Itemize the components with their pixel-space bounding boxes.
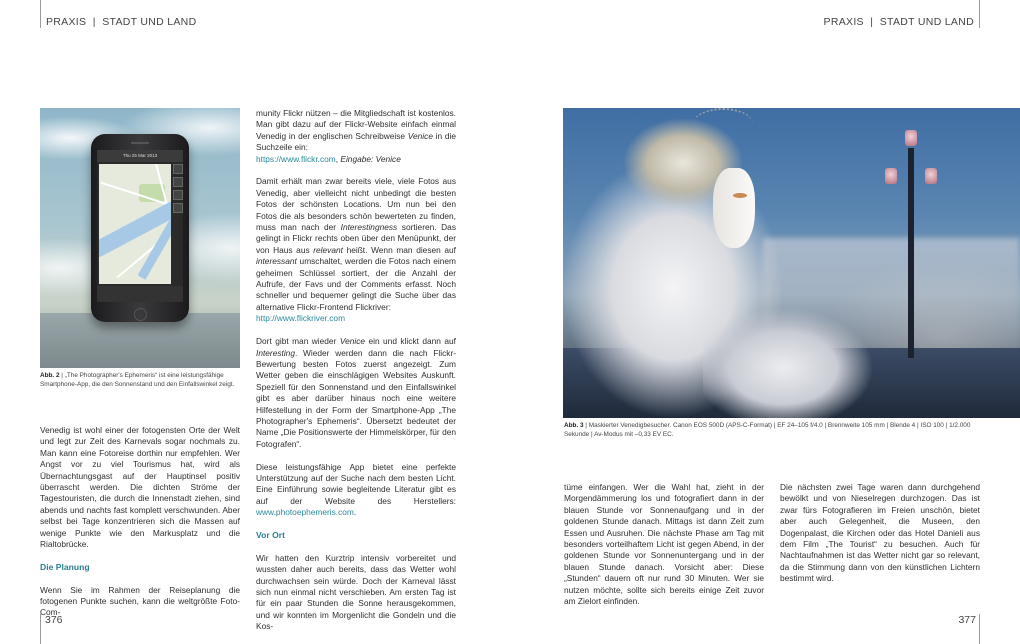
flickriver-link[interactable]: http://www.flickriver.com — [256, 313, 346, 324]
running-header-right: PRAXIS | STADT UND LAND — [823, 16, 974, 28]
lamp-light — [885, 168, 897, 184]
paragraph: Diese leistungsfähige App bietet eine perfekte Unterstützung auf der Suche nach dem besten Licht. Eine Einführung sowie begleitende Literatur gibt es auf der Website des Herstellers: www.photoephemeris.com. — [256, 461, 456, 518]
running-header-left: PRAXIS | STADT UND LAND — [46, 16, 197, 28]
flickr-link[interactable]: https://www.flickr.com — [256, 153, 336, 164]
caption-label: Abb. 3 — [564, 422, 584, 429]
section-heading: Vor Ort — [256, 529, 285, 540]
header-rule-left — [40, 0, 41, 28]
street-lamp — [908, 148, 914, 358]
page-number-left: 376 — [45, 614, 63, 626]
paragraph: Wir hatten den Kurztrip intensiv vorbereitet und wussten daher auch bereits, dass das Wetter wohl durchwachsen sein würde. Doch der Karneval lässt sich nun einmal nicht verschieben. Am ersten Tag ist für ein paar Stunden die Sonne herausgekommen, und wir konnten im Morgenlicht die Gondeln und die Kos- — [256, 552, 456, 632]
paragraph: munity Flickr nützen – die Mitgliedschaft ist kostenlos. Man gibt dazu auf der Flickr-Website einfach einmal Venedig in der englischen Schreibweise Venice in die Suchzeile ein: https://www.flickr.com, Eingabe: Venice — [256, 108, 457, 164]
header-rule-right — [979, 0, 980, 28]
costume-fur — [703, 298, 873, 418]
photoephemeris-link[interactable]: www.photoephemeris.com — [256, 507, 354, 518]
mask-eye — [733, 193, 747, 198]
text-column-3 — [564, 482, 764, 607]
paragraph: Damit erhält man zwar bereits viele, viele Fotos aus Venedig, aber vielleicht nicht unbedingt die besten Fotos der schönsten Locations. Um nun bei den Fotos die als besonders schön bewerteten zu finden, muss man nach der Interestingness sortieren. Das gelingt in Flickr rechts oben über den Menüpunkt, der von Haus aus relevant heißt. Wenn man diesen auf interessant umschaltet, werden die Fotos nach einem geheimen Schlüssel sortiert, der die Anzahl der Aufrufe, der Favs und der Comments erfasst. Noch schneller und bequemer gelingt die Suche über das alternative Flickr-Frontend Flickriver: http://www.flickriver.com — [256, 176, 456, 324]
footer-rule-right — [979, 614, 980, 644]
screen-toolbar — [97, 286, 183, 302]
screen-date-bar: Thu 25 Mar 2013 — [97, 150, 183, 162]
caption-text: | „The Photographer's Ephemeris“ ist eine leistungsfähige Smartphone-App, die den Sonnenstand und den Einfallswinkel zeigt. — [40, 372, 235, 388]
phone-speaker — [131, 142, 149, 144]
map-view — [99, 164, 171, 284]
section-heading: Die Planung — [40, 561, 90, 572]
phone-screen — [97, 150, 183, 302]
map-tool-buttons — [173, 164, 182, 284]
caption-specs: Canon EOS 500D (APS-C-Format) | EF 24–105 f/4.0 | Brennweite 105 mm | Blende 4 | ISO 100 | 1/2.000 Sekunde | Av-Modus mit –0,33 EV EC. — [564, 422, 971, 438]
page-number-right: 377 — [958, 614, 976, 626]
carnival-mask — [713, 168, 755, 248]
text-column-2 — [256, 108, 456, 633]
figure-2-caption — [40, 372, 240, 389]
paragraph: Wenn Sie im Rahmen der Reiseplanung die fotogenen Punkte suchen, kann die weltgrößte Foto-Com- — [40, 584, 240, 618]
figure-3-caption — [564, 422, 984, 439]
paragraph: Dort gibt man wieder Venice ein und klickt dann auf Interesting. Wieder werden dann die nach Flickr-Bewertung besten Fotos zuerst angezeigt. Zum Wetter geben die einschlägigen Websites Auskunft. Speziell für den Sonnenstand und den Einfallswinkel gibt es aber darüber hinaus noch eine weitere Hilfestellung in der Form der Smartphone-App „The Photographer's Ephemeris“. Übersetzt bedeutet der Name „Die Positionswerte der Himmelskörper, für den Fotografen“. — [256, 336, 456, 449]
figure-phone-photo — [40, 108, 240, 368]
text-column-4 — [780, 482, 980, 585]
text-column-1 — [40, 425, 240, 619]
paragraph: Venedig ist wohl einer der fotogensten Orte der Welt und legt zur Zeit des Karnevals sogar nochmals zu. Man kann eine Fotoreise dorthin nur empfehlen. Wer Angst vor zu viel Tourismus hat, wird als Übernachtungsgast auf der Hauptinsel positiv überrascht werden. Die dichten Ströme der Tagestouristen, die durch die Innenstadt ziehen, sind abends und nachts fast komplett verschwunden. Aber selbst bei Tage konzentrieren sich die Massen auf wenige Punkte wie den Markusplatz und die Rialtobrücke. — [40, 425, 240, 550]
lamp-light — [905, 130, 917, 146]
smartphone — [91, 134, 189, 322]
home-button-icon — [134, 308, 147, 321]
caption-label: Abb. 2 — [40, 372, 60, 379]
costume-crown — [693, 108, 753, 140]
paragraph: Die nächsten zwei Tage waren dann durchgehend bewölkt und von Nieselregen durchzogen. Das ist zwar fürs Fotografieren im Freien unschön, bietet aber auch Gelegenheit, die Museen, den Dogenpalast, die Kirchen oder das Hotel Danieli aus dem Film „The Tourist“ zu besuchen. Auch für Nachtaufnahmen ist das Wetter nicht gar so relevant, da die Stimmung dann von den künstlichen Lichtern bestimmt wird. — [780, 482, 980, 584]
lamp-light — [925, 168, 937, 184]
paragraph: tüme einfangen. Wer die Wahl hat, zieht in der Morgendämmerung los und fotografiert dann in der blauen Stunde vor Sonnenaufgang und in der goldenen Stunde danach. Mittags ist dann Zeit zum Essen und Ausruhen. Die nächste Phase am Tag mit besonders vorteilhaftem Licht ist gegen Abend, in der goldenen Stunde vor Sonnenuntergang und in der blauen Stunde danach. Vorsicht aber: Diese „Stunden“ dauern oft nur rund 30 Minuten. Wer sie nutzen möchte, sollte sich bereits einige Zeit zuvor am Zielort einfinden. — [564, 482, 764, 607]
caption-text: | Maskierter Venedigbesucher. — [583, 422, 672, 429]
figure-venice-photo — [563, 108, 1020, 418]
